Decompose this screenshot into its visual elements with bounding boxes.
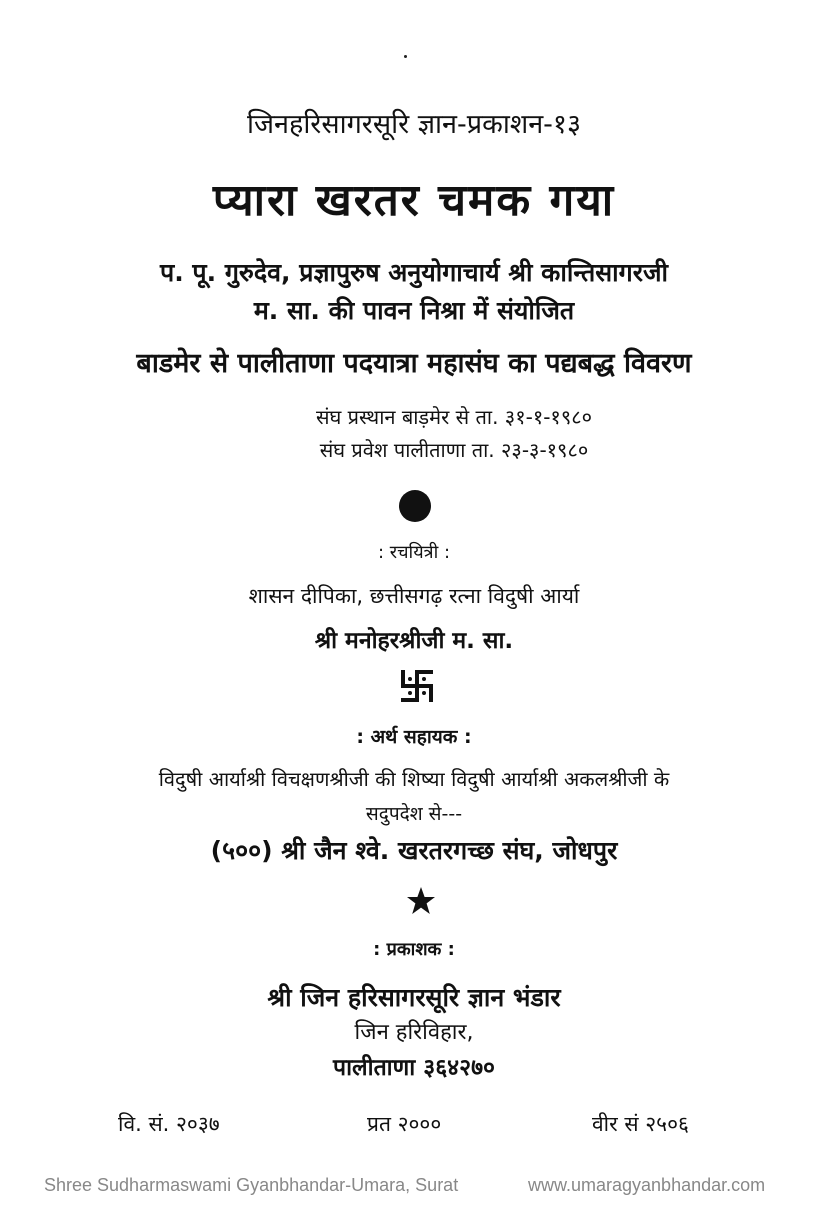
departure-date: संघ प्रस्थान बाड़मेर से ता. ३१-१-१९८० xyxy=(315,405,593,429)
scan-speck xyxy=(404,55,407,58)
book-title: प्यारा खरतर चमक गया xyxy=(212,175,616,226)
sponsor-text-line-1: विदुषी आर्याश्री विचक्षणश्रीजी की शिष्या विदुषी आर्याश्री अकलश्रीजी के xyxy=(158,767,670,791)
veer-samvat: वीर सं २५०६ xyxy=(592,1112,689,1136)
arrival-date: संघ प्रवेश पालीताणा ता. २३-३-१९८० xyxy=(319,438,589,462)
composer-heading: : रचयित्री : xyxy=(377,542,451,563)
swastika-icon xyxy=(400,669,434,703)
composer-titles: शासन दीपिका, छत्तीसगढ़ रत्ना विदुषी आर्या xyxy=(248,584,580,608)
sponsor-name: (५००) श्री जैन श्वे. खरतरगच्छ संघ, जोधपुर xyxy=(210,836,618,865)
vikram-samvat: वि. सं. २०३७ xyxy=(118,1112,220,1136)
publisher-name: श्री जिन हरिसागरसूरि ज्ञान भंडार xyxy=(267,983,561,1012)
source-website: www.umaragyanbhandar.com xyxy=(528,1175,766,1195)
filled-circle-icon xyxy=(399,490,431,522)
publisher-heading: : प्रकाशक : xyxy=(373,939,455,960)
subtitle-line-1: प. पू. गुरुदेव, प्रज्ञापुरुष अनुयोगाचार्य श्री कान्तिसागरजी xyxy=(160,258,668,287)
subtitle-line-2: म. सा. की पावन निश्रा में संयोजित xyxy=(253,296,575,325)
publisher-address-line-2: पालीताणा ३६४२७० xyxy=(333,1055,495,1081)
publisher-address-line-1: जिन हरिविहार, xyxy=(354,1020,474,1045)
book-description: बाडमेर से पालीताणा पदयात्रा महासंघ का पद्यबद्ध विवरण xyxy=(136,348,692,379)
star-icon xyxy=(406,886,436,916)
composer-name: श्री मनोहरश्रीजी म. सा. xyxy=(314,628,514,654)
sponsor-heading: : अर्थ सहायक : xyxy=(356,726,472,748)
series-line: जिनहरिसागरसूरि ज्ञान-प्रकाशन-१३ xyxy=(246,109,582,140)
source-credit: Shree Sudharmaswami Gyanbhandar-Umara, Surat xyxy=(44,1175,459,1195)
print-copies: प्रत २००० xyxy=(367,1112,442,1136)
sponsor-text-line-2: सदुपदेश से--- xyxy=(365,803,463,825)
